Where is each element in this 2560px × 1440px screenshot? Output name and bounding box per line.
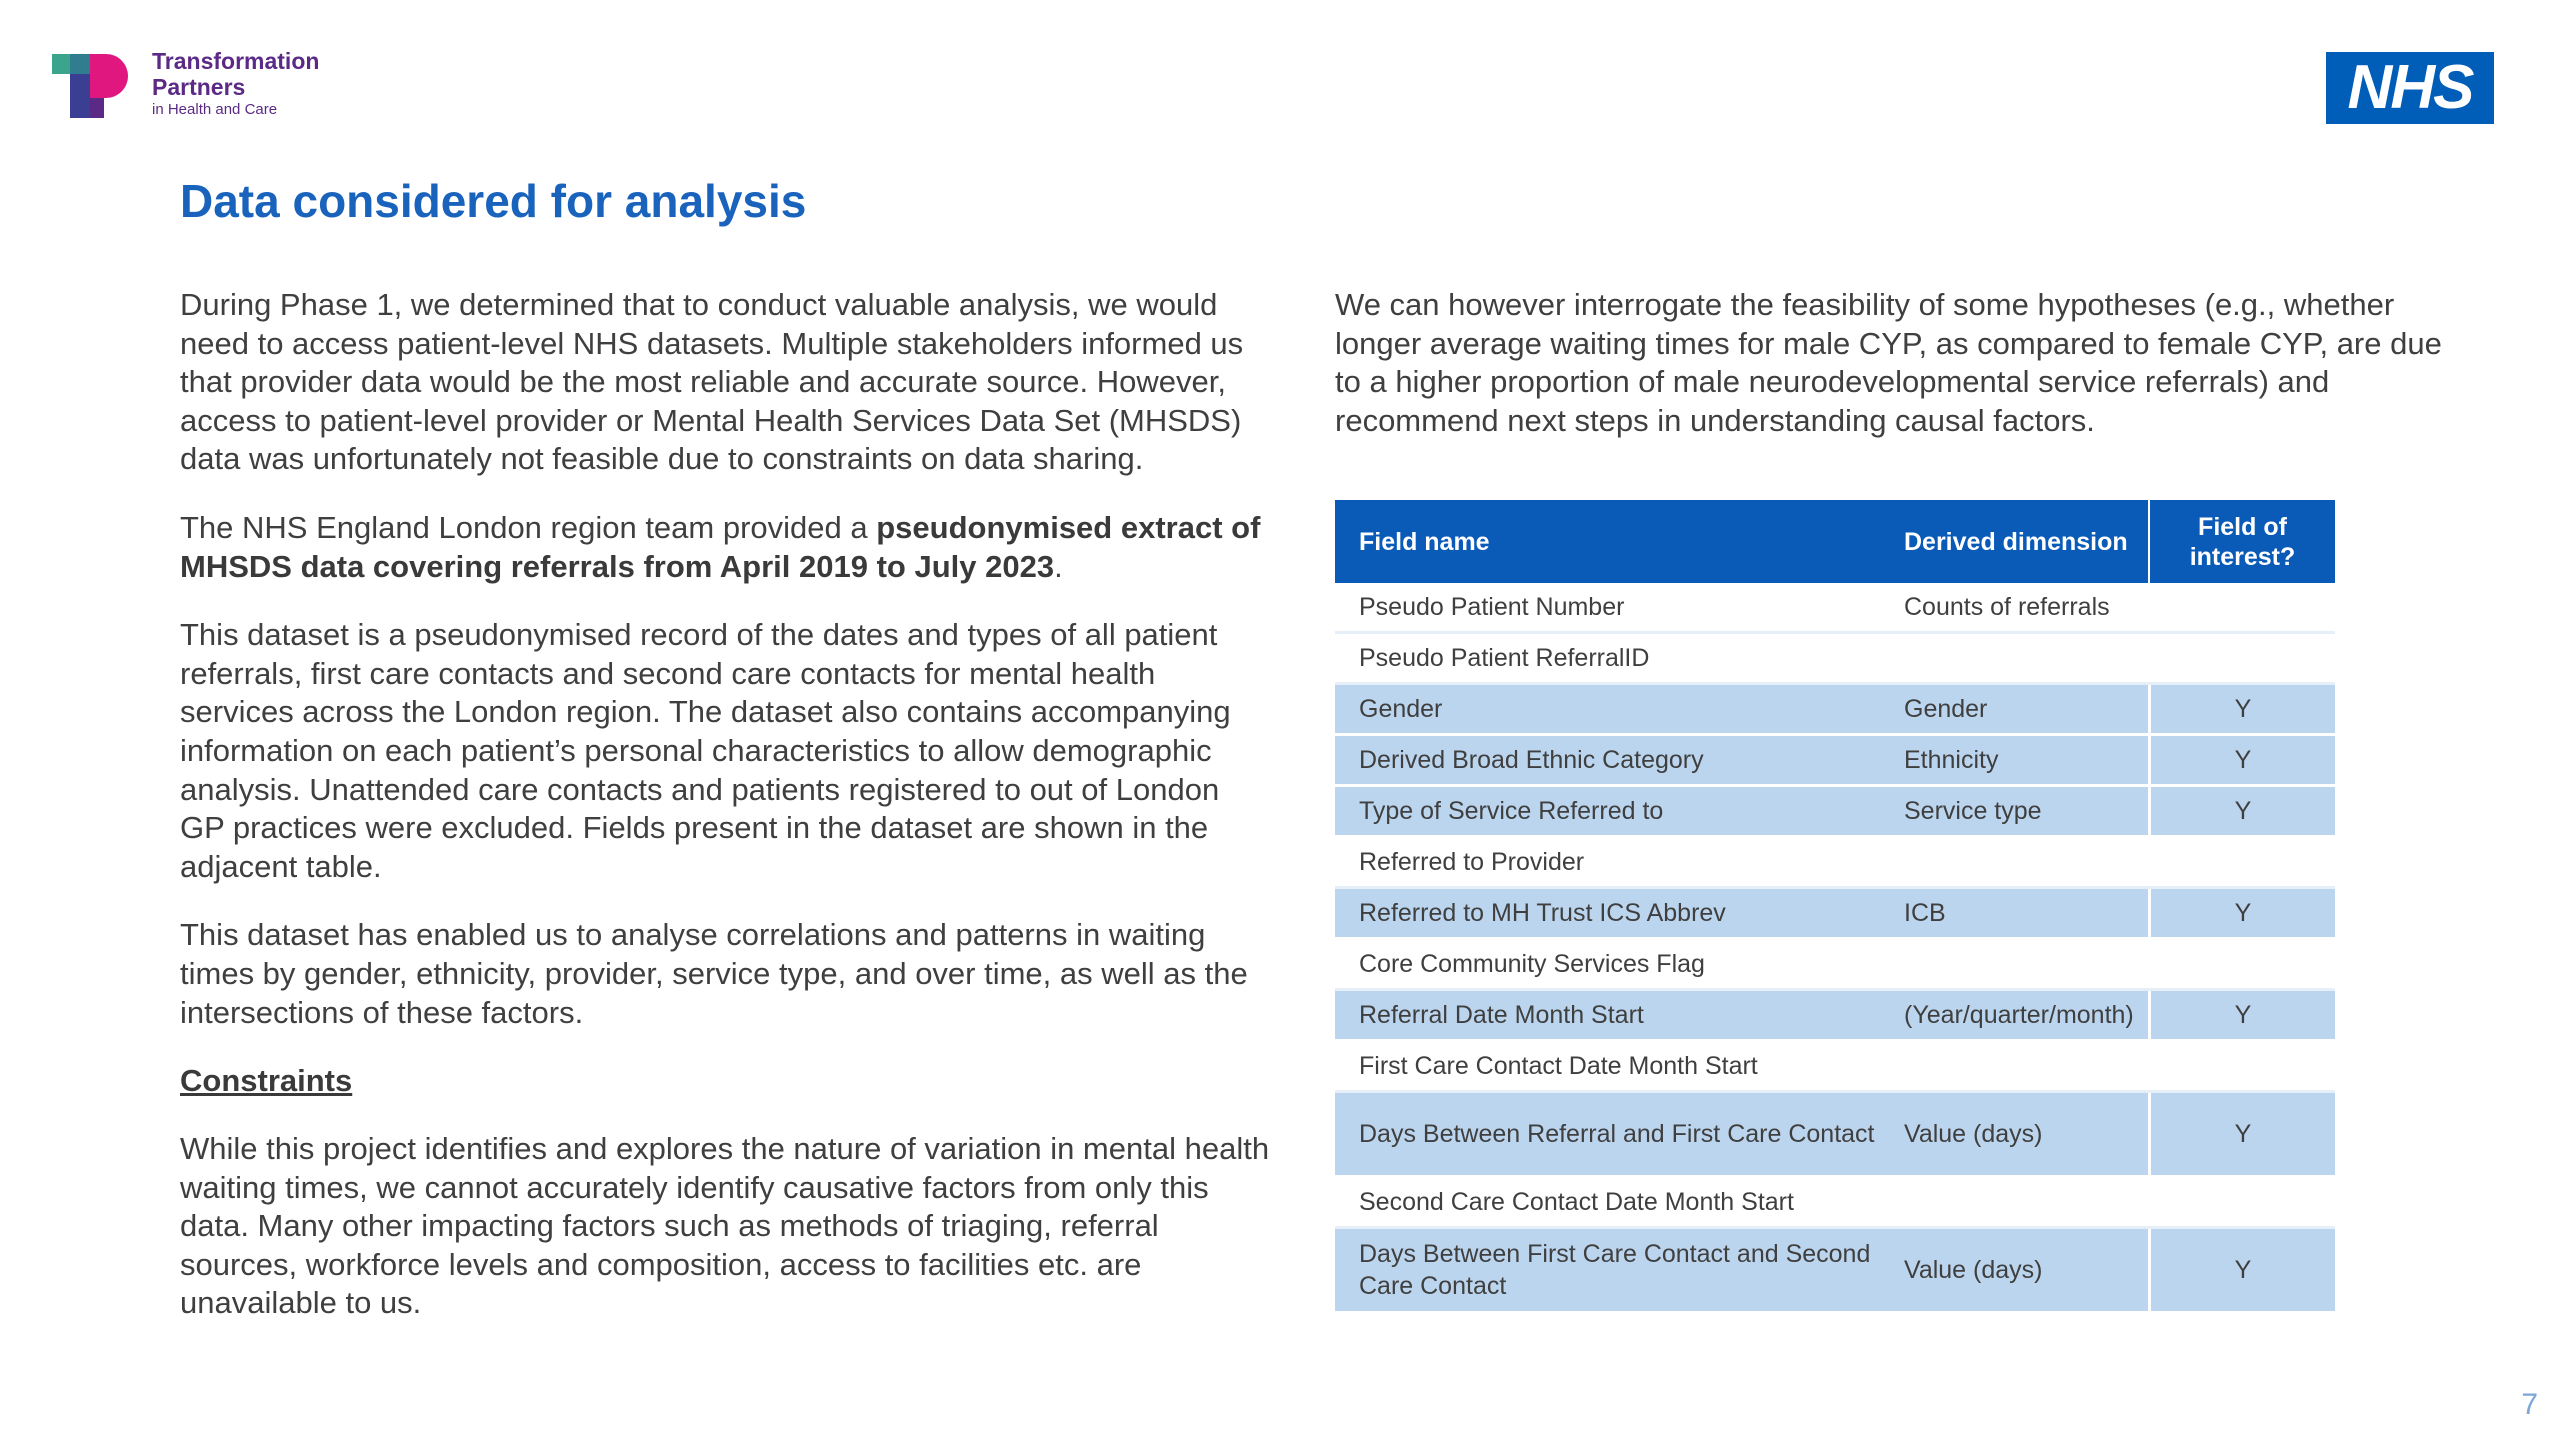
cell-interest: Y: [2148, 685, 2335, 733]
paragraph-extract-bold: pseudonymised extract of MHSDS data covering referrals from April 2019 to July 2023: [180, 509, 1261, 584]
page-number: 7: [2521, 1388, 2538, 1421]
dataset-fields-table: [1335, 500, 2335, 1314]
cell-field: Type of Service Referred to: [1359, 797, 1664, 825]
cell-field: Core Community Services Flag: [1359, 950, 1705, 978]
left-column: [180, 286, 1270, 1353]
tp-logo-line1: Transformation: [152, 48, 320, 74]
table-row: [1335, 889, 2335, 940]
nhs-logo: NHS: [2326, 52, 2494, 124]
cell-dimension: Value (days): [1904, 1120, 2043, 1148]
table-row: [1335, 583, 2335, 634]
paragraph-extract-suffix: .: [1054, 548, 1063, 584]
page-title: Data considered for analysis: [180, 175, 807, 227]
cell-field: Pseudo Patient Number: [1359, 593, 1625, 621]
table-row: [1335, 787, 2335, 838]
cell-field: Days Between First Care Contact and Second Care Contact: [1359, 1240, 1871, 1300]
table-row: [1335, 940, 2335, 991]
cell-field: Gender: [1359, 695, 1443, 723]
tp-logo-line3: in Health and Care: [152, 101, 278, 118]
cell-dimension: (Year/quarter/month): [1904, 1001, 2134, 1029]
cell-dimension: Value (days): [1904, 1256, 2043, 1284]
cell-dimension: Service type: [1904, 797, 2042, 825]
header-derived-dimension: Derived dimension: [1904, 527, 2128, 556]
constraints-heading: Constraints: [180, 1063, 353, 1099]
cell-interest: Y: [2148, 787, 2335, 835]
cell-interest: [2148, 634, 2335, 682]
header-field-name: Field name: [1359, 527, 1490, 556]
paragraph-constraints: While this project identifies and explores the nature of variation in mental health waiting times, we cannot accurately identify causative factors from only this data. Many other impacting factors such as methods of triaging, referral sources, workforce levels and composition, access to facilities etc. are unavailable to us.: [180, 1131, 1270, 1321]
cell-interest: [2148, 838, 2335, 886]
table-row: [1335, 838, 2335, 889]
cell-interest: [2148, 1042, 2335, 1090]
cell-dimension: Gender: [1904, 695, 1988, 723]
paragraph-phase1: During Phase 1, we determined that to conduct valuable analysis, we would need to access patient-level NHS datasets. Multiple stakeholders informed us that provider data would be the most reliable and accurate source. However, access to patient-level provider or Mental Health Services Data Set (MHSDS) data was unfortunately not feasible due to constraints on data sharing.: [180, 287, 1244, 477]
cell-field: Referral Date Month Start: [1359, 1001, 1644, 1029]
cell-interest: Y: [2148, 889, 2335, 937]
paragraph-dataset: This dataset is a pseudonymised record of the dates and types of all patient referrals, first care contacts and second care contacts for mental health services across the London region. The dataset also contains accompanying information on each patient’s personal characteristics to allow demographic analysis. Unattended care contacts and patients registered to out of London GP practices were excluded. Fields present in the dataset are shown in the adjacent table.: [180, 617, 1231, 884]
cell-field: Referred to Provider: [1359, 848, 1585, 876]
table-row: [1335, 685, 2335, 736]
paragraph-extract: [180, 509, 1270, 586]
cell-dimension: Counts of referrals: [1904, 593, 2110, 621]
cell-interest: Y: [2148, 991, 2335, 1039]
cell-interest: [2148, 583, 2335, 631]
cell-field: Referred to MH Trust ICS Abbrev: [1359, 899, 1726, 927]
transformation-partners-logo: [52, 50, 352, 125]
tp-logo-line2: Partners: [152, 74, 246, 100]
cell-dimension: Ethnicity: [1904, 746, 1999, 774]
cell-interest: Y: [2148, 736, 2335, 784]
table-row: [1335, 1093, 2335, 1178]
cell-field: Pseudo Patient ReferralID: [1359, 644, 1650, 672]
table-row: [1335, 1178, 2335, 1229]
cell-interest: [2148, 940, 2335, 988]
cell-interest: Y: [2148, 1093, 2335, 1175]
table-header: [1335, 500, 2335, 583]
table-row: [1335, 634, 2335, 685]
table-row: [1335, 736, 2335, 787]
cell-interest: [2148, 1178, 2335, 1226]
cell-field: Second Care Contact Date Month Start: [1359, 1188, 1794, 1216]
cell-field: Days Between Referral and First Care Contact: [1359, 1120, 1875, 1148]
hypotheses-paragraph: We can however interrogate the feasibility of some hypotheses (e.g., whether longer average waiting times for male CYP, as compared to female CYP, are due to a higher proportion of male neurodevelopmental service referrals) and recommend next steps in understanding causal factors.: [1335, 287, 2442, 438]
table-row: [1335, 1042, 2335, 1093]
cell-field: First Care Contact Date Month Start: [1359, 1052, 1758, 1080]
cell-interest: Y: [2148, 1229, 2335, 1311]
cell-dimension: ICB: [1904, 899, 1946, 927]
tp-logo-mark-icon: [52, 50, 142, 120]
paragraph-analysis: This dataset has enabled us to analyse correlations and patterns in waiting times by gender, ethnicity, provider, service type, and over time, as well as the intersections of these factors.: [180, 917, 1248, 1030]
header-field-of-interest: Field of interest?: [2148, 500, 2335, 583]
paragraph-extract-prefix: The NHS England London region team provided a: [180, 509, 877, 545]
table-row: [1335, 1229, 2335, 1314]
table-row: [1335, 991, 2335, 1042]
cell-field: Derived Broad Ethnic Category: [1359, 746, 1704, 774]
